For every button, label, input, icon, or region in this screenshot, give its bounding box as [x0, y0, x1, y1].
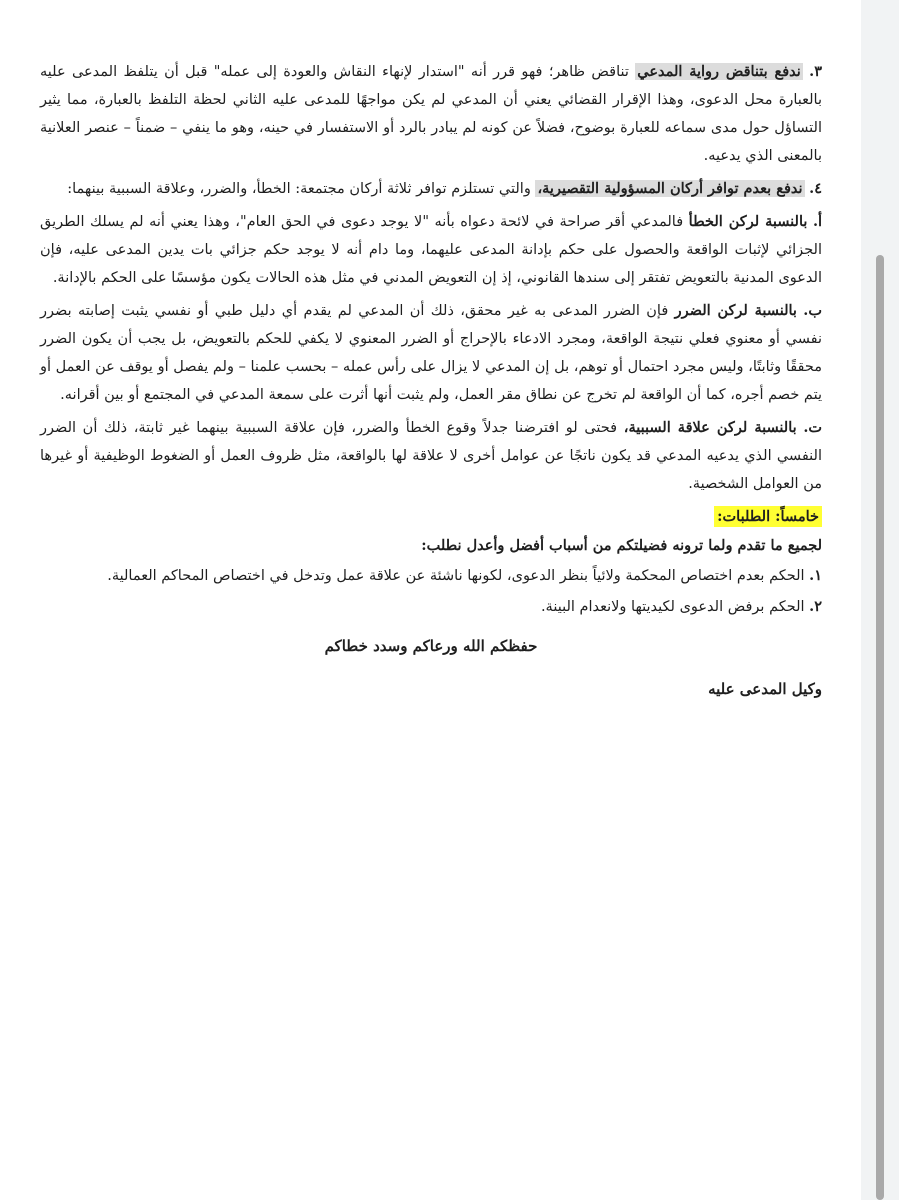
sub-letter: ب.: [803, 301, 822, 319]
subparagraph-error: [40, 208, 822, 293]
requests-intro: لجميع ما تقدم ولما ترونه فضيلتكم من أسباب أفضل وأعدل نطلب:: [421, 536, 822, 554]
item-heading: ندفع بتناقض رواية المدعي: [637, 63, 801, 80]
request-number: ١.: [809, 566, 822, 584]
sub-text: فإن الضرر المدعى به غير محقق، ذلك أن المدعي لم يقدم أي دليل طبي أو نفسي يثبت إصابته بضرر نفسي أو معنوي فعلي نتيجة الواقعة، ومجرد الادعاء بالإحراج أو الضرر المعنوي لا يكفي للحكم بالتعويض، بل يجب أن يكون الضرر محققًا وثابتًا، وليس مجرد احتمال أو توهم، بل إن المدعي لا يزال على رأس عمله – بحسب علمنا – ولم يفصل أو يوقف عن العمل أو يتم خصم أجره، كما أن الواقعة لم تخرج عن نطاق مقر العمل، ولم يثبت أنها أثرت على سمعة المدعي في المجتمع أو بين أقرانه.: [40, 302, 822, 403]
sub-letter: ت.: [803, 418, 823, 436]
subparagraph-causation: [40, 414, 822, 499]
subparagraph-damage: [40, 297, 822, 410]
section-5-heading-line: [40, 503, 822, 532]
vertical-scrollbar[interactable]: [861, 0, 899, 1200]
sub-heading: بالنسبة لركن علاقة السببية،: [623, 418, 797, 436]
request-number: ٢.: [809, 597, 822, 615]
section-5-heading: خامساً: الطلبات:: [714, 506, 822, 527]
sub-letter: أ.: [812, 212, 823, 230]
closing-greeting: حفظكم الله ورعاكم وسدد خطاكم: [324, 636, 538, 655]
item-number: ٣.: [809, 63, 822, 80]
sub-text: فحتى لو افترضنا جدلاً وقوع الخطأ والضرر، فإن علاقة السببية بينهما غير ثابتة، ذلك أن الضرر النفسي الذي يدعيه المدعي قد يكون ناتجًا عن عوامل أخرى لا علاقة لها بالواقعة، مثل ظروف العمل أو الضغوط الوظيفية أو غيرها من العوامل الشخصية.: [40, 419, 822, 492]
item-text: والتي تستلزم توافر ثلاثة أركان مجتمعة: الخطأ، والضرر، وعلاقة السببية بينهما:: [67, 180, 531, 197]
item-heading: ندفع بعدم توافر أركان المسؤولية التقصيرية،: [537, 179, 803, 197]
item-text: تناقض ظاهر؛ فهو قرر أنه "استدار لإنهاء النقاش والعودة إلى عمله" قبل أن يتلفظ المدعى عليه بالعبارة محل الدعوى، وهذا الإقرار القضائي يعني أن المدعي لم يكن مواجهًا للمدعى عليه الثاني لحظة التلفظ بالعبارة، مما يثير التساؤل حول مدى سماعه للعبارة بوضوح، فضلاً عن كونه لم يبادر بالرد أو الاستفسار في حينه، وهو ما ينفي – ضمناً – عنصر العلانية بالمعنى الذي يدعيه.: [40, 64, 822, 164]
sub-text: فالمدعي أقر صراحة في لائحة دعواه بأنه "لا يوجد دعوى في الحق العام"، وهذا يعني أنه لم يسلك الطريق الجزائي لإثبات الواقعة والحصول على حكم بإدانة المدعى عليهما، وما دام أنه لا يوجد حكم جزائي بات يدين المدعى عليه، فإن الدعوى المدنية بالتعويض تفتقر إلى سندها القانوني، إذ إن التعويض المدني في مثل هذه الحالات يكون مؤسسًا على الحكم بالإدانة.: [40, 213, 822, 286]
signature: وكيل المدعى عليه: [708, 679, 822, 698]
document-content: [40, 58, 822, 704]
request-item-2: [40, 593, 822, 622]
request-text: الحكم برفض الدعوى لكيديتها ولانعدام البينة.: [540, 598, 805, 615]
paragraph-item-3: [40, 58, 822, 171]
sub-heading: بالنسبة لركن الضرر: [674, 301, 797, 319]
item-number: ٤.: [809, 179, 822, 197]
paragraph-item-4: [40, 175, 822, 204]
request-text: الحكم بعدم اختصاص المحكمة ولائياً بنظر الدعوى، لكونها ناشئة عن علاقة عمل وتدخل في اختصاص المحاكم العمالية.: [107, 567, 805, 584]
request-item-1: [40, 562, 822, 591]
sub-heading: بالنسبة لركن الخطأ: [688, 212, 808, 230]
scrollbar-thumb[interactable]: [876, 255, 884, 1200]
